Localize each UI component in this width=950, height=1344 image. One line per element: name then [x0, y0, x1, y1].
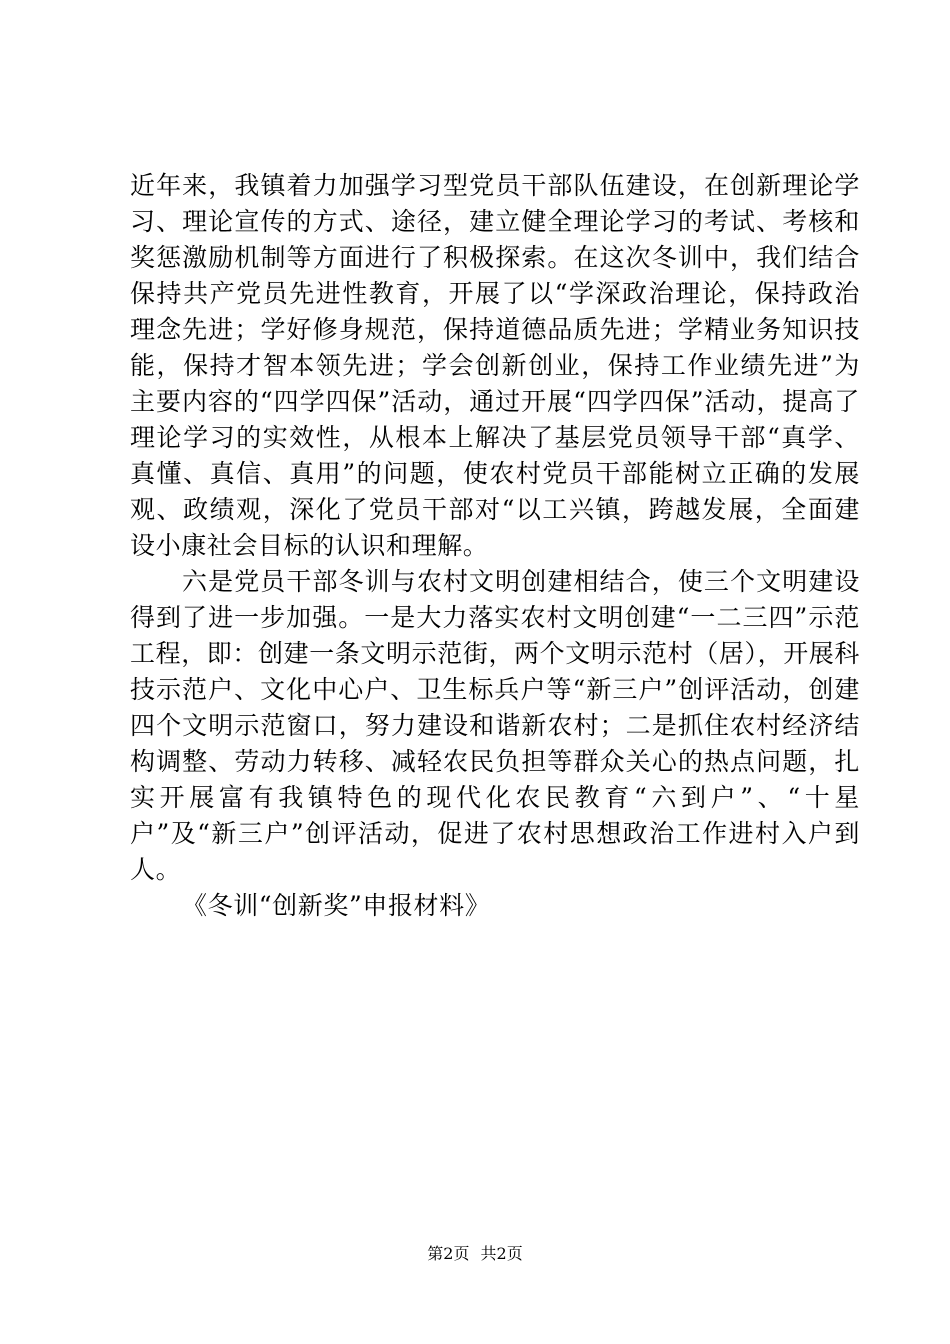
- document-title-reference: 《冬训“创新奖”申报材料》: [182, 891, 491, 920]
- page-footer: [0, 1244, 950, 1264]
- page-number-total: 共2页: [480, 1244, 523, 1263]
- paragraph-intro: 近年来，我镇着力加强学习型党员干部队伍建设，在创新理论学习、理论宣传的方式、途径，建立健全理论学习的考试、考核和奖惩激励机制等方面进行了积极探索。在这次冬训中，我们结合保持共产党员先进性教育，开展了以“学深政治理论，保持政治理念先进；学好修身规范，保持道德品质先进；学精业务知识技能，保持才智本领先进；学会创新创业，保持工作业绩先进”为主要内容的“四学四保”活动，通过开展“四学四保”活动，提高了理论学习的实效性，从根本上解决了基层党员领导干部“真学、真懂、真信、真用”的问题，使农村党员干部能树立正确的发展观、政绩观，深化了党员干部对“以工兴镇，跨越发展，全面建设小康社会目标的认识和理解。: [130, 171, 860, 560]
- page-number-current: 第2页: [427, 1244, 470, 1263]
- document-body: [130, 168, 860, 924]
- paragraph-six: 六是党员干部冬训与农村文明创建相结合，使三个文明建设得到了进一步加强。一是大力落实农村文明创建“一二三四”示范工程，即：创建一条文明示范街，两个文明示范村（居），开展科技示范户、文化中心户、卫生标兵户等“新三户”创评活动，创建四个文明示范窗口，努力建设和谐新农村；二是抓住农村经济结构调整、劳动力转移、减轻农民负担等群众关心的热点问题，扎实开展富有我镇特色的现代化农民教育“六到户”、“十星户”及“新三户”创评活动，促进了农村思想政治工作进村入户到人。: [130, 567, 860, 884]
